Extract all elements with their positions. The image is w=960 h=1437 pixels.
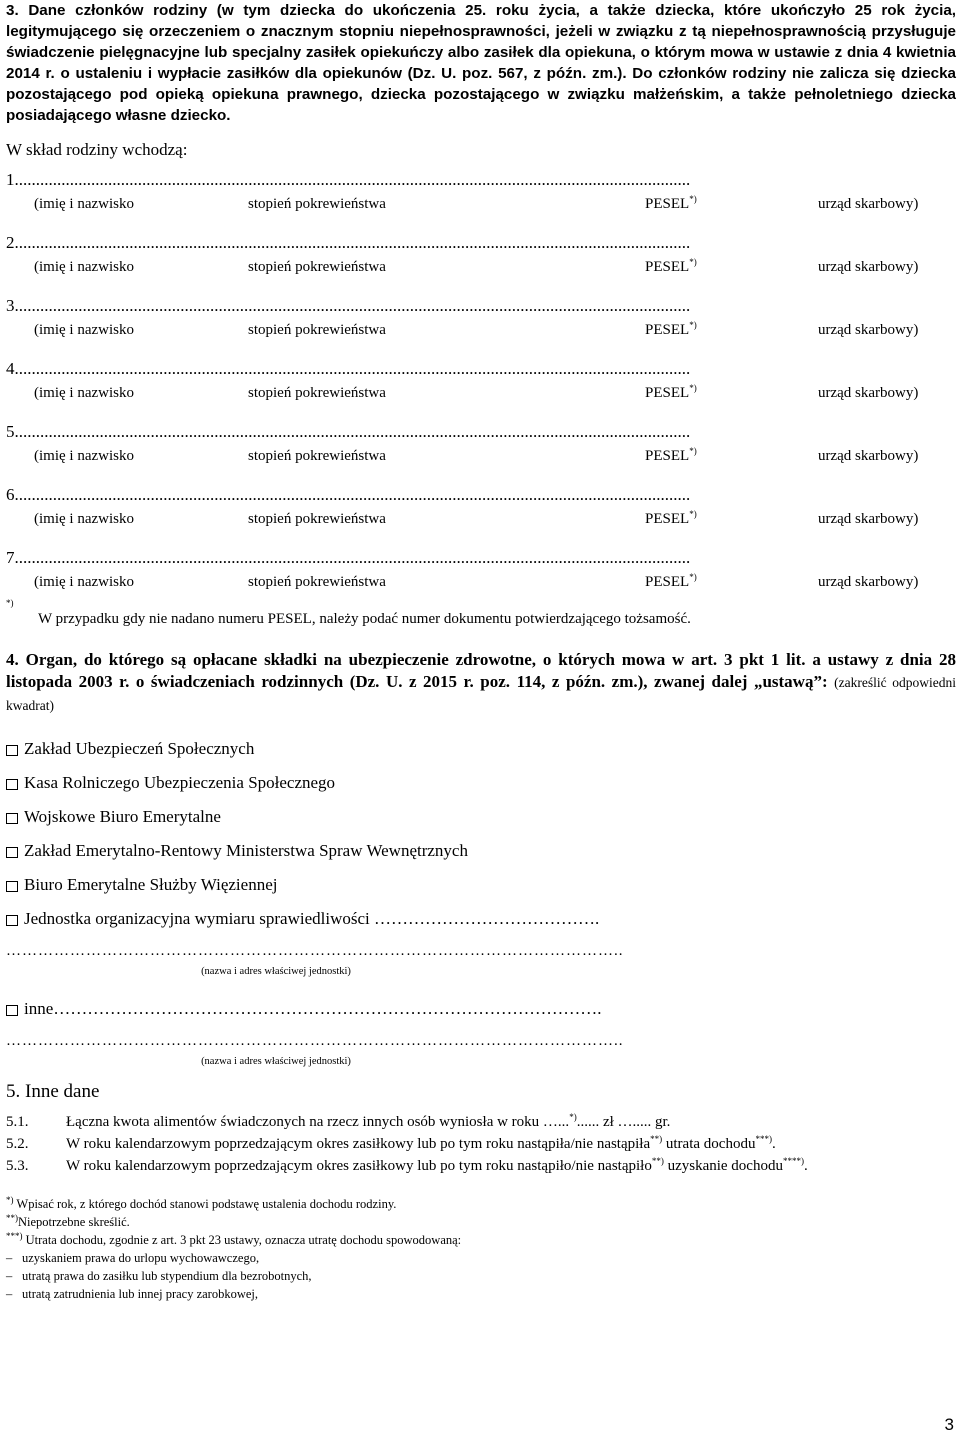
dash: – <box>6 1251 13 1265</box>
caption-name: (imię i nazwisko <box>34 448 134 464</box>
caption-name: (imię i nazwisko <box>34 385 134 401</box>
option-other[interactable] <box>6 999 956 1033</box>
footnote-text: Wpisać rok, z którego dochód stanowi podstawę ustalenia dochodu rodziny. <box>13 1197 397 1211</box>
unit-address-field[interactable]: …………………………………………………………………………………………………….. <box>6 943 624 959</box>
footnote-list-item <box>6 1249 956 1267</box>
caption-relation: stopień pokrewieństwa <box>248 322 386 338</box>
caption-tax-office: urząd skarbowy) <box>818 196 919 212</box>
option-unit[interactable] <box>6 909 956 943</box>
checkbox[interactable] <box>6 881 18 892</box>
family-member-row <box>6 475 956 538</box>
checkbox[interactable] <box>6 847 18 858</box>
family-member-row <box>6 223 956 286</box>
option-other-label: inne……………………………………………………………………………………. <box>24 999 602 1018</box>
caption-name: (imię i nazwisko <box>34 322 134 338</box>
item-text-main: Łączna kwota alimentów świadczonych na rzecz innych osób wyniosła w roku …... <box>66 1114 570 1130</box>
item-text <box>66 1155 956 1177</box>
pesel-note: *) W przypadku gdy nie nadano numeru PESEL, należy podać numer dokumentu potwierdzającego tożsamość. <box>6 598 691 627</box>
footnote-1 <box>6 1195 956 1213</box>
footnote-list-item <box>6 1267 956 1285</box>
footnote-3 <box>6 1231 956 1249</box>
list-item-text: utratą zatrudnienia lub innej pracy zarobkowej, <box>22 1287 259 1301</box>
caption-pesel <box>645 448 697 465</box>
section-5-heading: 5. Inne dane <box>6 1081 100 1102</box>
caption-pesel <box>645 385 697 402</box>
footnote-mark: *) <box>689 572 697 582</box>
footnote-mark: *) <box>569 1112 577 1122</box>
organ-option[interactable] <box>6 739 956 773</box>
caption-relation: stopień pokrewieństwa <box>248 574 386 590</box>
footnote-mark: **) <box>650 1134 663 1144</box>
member-number: 7 <box>6 548 15 567</box>
section-4-instruction: (zakreślić odpowiedni kwadrat) <box>6 675 956 713</box>
other-address-field[interactable]: …………………………………………………………………………………………………….. <box>6 1033 624 1049</box>
member-number: 2 <box>6 233 15 252</box>
caption-pesel <box>645 196 697 213</box>
footnote-text: Niepotrzebne skreślić. <box>18 1215 130 1229</box>
item-5-2 <box>6 1133 956 1155</box>
caption-relation: stopień pokrewieństwa <box>248 385 386 401</box>
footnote-mark: *) <box>689 257 697 267</box>
footnote-mark: **) <box>6 1212 18 1223</box>
footnote-list-item <box>6 1285 956 1303</box>
footnote-2 <box>6 1213 956 1231</box>
family-heading: W skład rodziny wchodzą: <box>6 140 188 159</box>
member-number: 3 <box>6 296 15 315</box>
caption-pesel-text: PESEL <box>645 448 690 464</box>
checkbox[interactable] <box>6 915 18 926</box>
member-dots: ............................................................................................................................................................... <box>14 359 691 378</box>
member-dots: ............................................................................................................................................................... <box>14 422 691 441</box>
item-5-3 <box>6 1155 956 1177</box>
list-item-text: utratą prawa do zasiłku lub stypendium dla bezrobotnych, <box>22 1269 312 1283</box>
footnote-mark: *) <box>689 194 697 204</box>
member-dots: ............................................................................................................................................................... <box>14 296 691 315</box>
caption-name: (imię i nazwisko <box>34 259 134 275</box>
caption-relation: stopień pokrewieństwa <box>248 511 386 527</box>
caption-pesel-text: PESEL <box>645 196 690 212</box>
organ-option[interactable] <box>6 773 956 807</box>
page-number: 3 <box>944 1415 954 1434</box>
member-entry-field[interactable] <box>6 485 956 505</box>
member-number: 5 <box>6 422 15 441</box>
item-text-after: ...... zł …..... gr. <box>576 1114 671 1130</box>
member-number: 1 <box>6 170 15 189</box>
caption-pesel-text: PESEL <box>645 574 690 590</box>
member-number: 6 <box>6 485 15 504</box>
footnote-mark: ***) <box>755 1134 772 1144</box>
footnote-mark: *) <box>689 509 697 519</box>
caption-name: (imię i nazwisko <box>34 574 134 590</box>
checkbox[interactable] <box>6 745 18 756</box>
member-dots: ............................................................................................................................................................... <box>14 170 691 189</box>
footnote-mark: **) <box>651 1156 664 1166</box>
member-dots: ............................................................................................................................................................... <box>14 233 691 252</box>
footnote-text: Utrata dochodu, zgodnie z art. 3 pkt 23 ustawy, oznacza utratę dochodu spowodowaną: <box>22 1233 462 1247</box>
section-3-text: 3. Dane członków rodziny (w tym dziecka do ukończenia 25. roku życia, a także dziecka, które ukończyło 25 rok życia, legitymującego się orzeczeniem o znacznym stopniu niepełnosprawności, jeżeli w związku z tą niepełnosprawnością przysługuje świadczenie pielęgnacyjne lub specjalny zasiłek opiekuńczy albo zasiłek dla opiekuna, o którym mowa w ustawie z dnia 4 kwietnia 2014 r. o ustaleniu i wypłacie zasiłków dla opiekunów (Dz. U. poz. 567, z późn. zm.). Do członków rodziny nie zalicza się dziecka pozostającego pod opieką opiekuna prawnego, dziecka pozostającego w związku małżeńskim, a także pełnoletniego dziecka posiadającego własne dziecko. <box>6 2 956 124</box>
footnotes <box>6 1195 956 1303</box>
caption-pesel <box>645 322 697 339</box>
caption-name: (imię i nazwisko <box>34 196 134 212</box>
caption-pesel-text: PESEL <box>645 322 690 338</box>
footnote-mark: *) <box>689 383 697 393</box>
caption-relation: stopień pokrewieństwa <box>248 259 386 275</box>
family-member-row <box>6 349 956 412</box>
item-text-end: . <box>771 1136 776 1152</box>
footnote-mark: ***) <box>6 1230 23 1241</box>
member-dots: ............................................................................................................................................................... <box>14 485 691 504</box>
footnote-mark: *) <box>689 320 697 330</box>
organ-option-label: Zakład Emerytalno-Rentowy Ministerstwa Spraw Wewnętrznych <box>24 841 468 860</box>
section-4-body: 4. Organ, do którego są opłacane składki na ubezpieczenie zdrowotne, o których mowa w art. 3 pkt 1 lit. a ustawy z dnia 28 listopada 2003 r. o świadczeniach rodzinnych (Dz. U. z 2015 r. poz. 114, z późn. zm.), zwanej dalej „ustawą”: <box>6 650 956 691</box>
section-4-text <box>6 649 956 717</box>
dash: – <box>6 1287 13 1301</box>
caption-relation: stopień pokrewieństwa <box>248 448 386 464</box>
checkbox[interactable] <box>6 779 18 790</box>
list-item-text: uzyskaniem prawa do urlopu wychowawczego, <box>22 1251 260 1265</box>
member-entry-field[interactable] <box>6 296 956 316</box>
item-5-1 <box>6 1111 956 1133</box>
item-number: 5.1. <box>6 1114 29 1130</box>
caption-name: (imię i nazwisko <box>34 511 134 527</box>
unit-address-caption: (nazwa i adres właściwej jednostki) <box>201 966 351 977</box>
option-unit-label: Jednostka organizacyjna wymiaru sprawiedliwości …………………………………. <box>24 909 600 928</box>
item-text <box>66 1111 956 1133</box>
caption-tax-office: urząd skarbowy) <box>818 259 919 275</box>
footnote-mark: ****) <box>782 1156 804 1166</box>
caption-tax-office: urząd skarbowy) <box>818 448 919 464</box>
family-member-row <box>6 412 956 475</box>
pesel-note-text: W przypadku gdy nie nadano numeru PESEL, należy podać numer dokumentu potwierdzającego tożsamość. <box>38 611 691 627</box>
item-text-after: utrata dochodu <box>662 1136 756 1152</box>
item-text-after: uzyskanie dochodu <box>663 1158 783 1174</box>
member-entry-field[interactable] <box>6 233 956 253</box>
organ-option[interactable] <box>6 875 956 909</box>
family-members-list <box>6 160 956 601</box>
checkbox[interactable] <box>6 1005 18 1016</box>
item-text-main: W roku kalendarzowym poprzedzającym okres zasiłkowy lub po tym roku nastąpiła/nie nastąpiła <box>66 1136 651 1152</box>
item-text-main: W roku kalendarzowym poprzedzającym okres zasiłkowy lub po tym roku nastąpiło/nie nastąpiło <box>66 1158 652 1174</box>
caption-pesel <box>645 511 697 528</box>
family-member-row <box>6 160 956 223</box>
item-number: 5.3. <box>6 1158 29 1174</box>
organ-options <box>6 739 956 909</box>
item-number: 5.2. <box>6 1136 29 1152</box>
caption-pesel <box>645 574 697 591</box>
organ-option[interactable] <box>6 841 956 875</box>
family-member-row <box>6 538 956 601</box>
item-text <box>66 1133 956 1155</box>
member-number: 4 <box>6 359 15 378</box>
caption-tax-office: urząd skarbowy) <box>818 574 919 590</box>
family-member-row <box>6 286 956 349</box>
caption-tax-office: urząd skarbowy) <box>818 385 919 401</box>
member-entry-field[interactable] <box>6 359 956 379</box>
caption-pesel-text: PESEL <box>645 511 690 527</box>
dash: – <box>6 1269 13 1283</box>
other-address-caption: (nazwa i adres właściwej jednostki) <box>201 1056 351 1067</box>
checkbox[interactable] <box>6 813 18 824</box>
member-entry-field[interactable] <box>6 422 956 442</box>
member-entry-field[interactable] <box>6 170 956 190</box>
footnote-mark: *) <box>689 446 697 456</box>
footnote-mark: *) <box>6 1194 14 1205</box>
organ-option-label: Biuro Emerytalne Służby Więziennej <box>24 875 278 894</box>
caption-tax-office: urząd skarbowy) <box>818 511 919 527</box>
organ-option[interactable] <box>6 807 956 841</box>
caption-pesel-text: PESEL <box>645 385 690 401</box>
item-text-end: . <box>803 1158 808 1174</box>
form-page <box>6 0 956 1303</box>
organ-option-label: Wojskowe Biuro Emerytalne <box>24 807 221 826</box>
organ-option-label: Zakład Ubezpieczeń Społecznych <box>24 739 255 758</box>
caption-tax-office: urząd skarbowy) <box>818 322 919 338</box>
organ-option-label: Kasa Rolniczego Ubezpieczenia Społecznego <box>24 773 336 792</box>
member-dots: ............................................................................................................................................................... <box>14 548 691 567</box>
caption-pesel-text: PESEL <box>645 259 690 275</box>
member-entry-field[interactable] <box>6 548 956 568</box>
caption-relation: stopień pokrewieństwa <box>248 196 386 212</box>
caption-pesel <box>645 259 697 276</box>
